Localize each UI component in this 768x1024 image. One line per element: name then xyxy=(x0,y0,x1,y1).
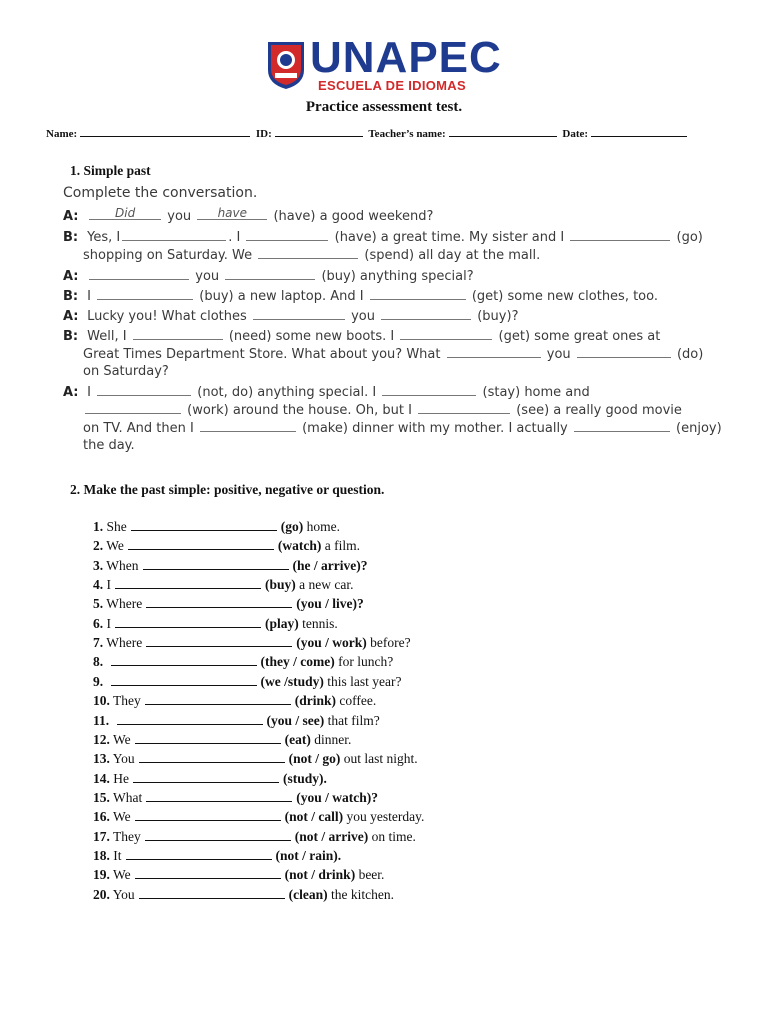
item-number: 17. xyxy=(93,828,110,844)
answer-blank[interactable] xyxy=(133,770,279,783)
answer-blank[interactable] xyxy=(200,420,296,432)
handwritten-answer: Did xyxy=(115,206,136,220)
exercise-item xyxy=(93,770,327,788)
item-verb: (you / watch)? xyxy=(296,789,379,805)
answer-blank[interactable] xyxy=(400,328,492,340)
exercise-item xyxy=(93,518,340,536)
speaker-a: A: xyxy=(63,209,79,224)
conv-line xyxy=(63,229,703,245)
conv-line xyxy=(83,346,703,362)
exercise-item xyxy=(93,615,338,633)
item-subject: What xyxy=(113,789,143,805)
item-number: 6. xyxy=(93,615,104,631)
answer-blank[interactable] xyxy=(382,384,476,396)
item-subject: Where xyxy=(106,635,143,651)
item-rest: dinner. xyxy=(314,731,352,747)
conv-text: (stay) home and xyxy=(482,385,590,400)
conv-line xyxy=(83,420,722,436)
answer-blank[interactable] xyxy=(117,712,263,725)
exercise-item xyxy=(93,847,341,865)
item-rest: before? xyxy=(370,635,411,651)
item-number: 15. xyxy=(93,789,110,805)
item-subject: They xyxy=(113,828,141,844)
item-verb: (not / go) xyxy=(288,751,341,767)
item-subject: He xyxy=(113,770,129,786)
item-number: 11. xyxy=(93,712,110,728)
item-rest: that film? xyxy=(327,712,380,728)
item-number: 5. xyxy=(93,596,104,612)
conv-text: Yes, I xyxy=(87,230,121,245)
conv-text: (have) a good weekend? xyxy=(273,209,434,224)
item-number: 14. xyxy=(93,770,110,786)
conv-text: you xyxy=(546,347,571,362)
conv-line xyxy=(83,247,540,263)
conv-text: (get) some great ones at xyxy=(498,329,661,344)
answer-blank[interactable] xyxy=(145,692,291,705)
date-label: Date: xyxy=(562,128,589,140)
blank-filled[interactable] xyxy=(89,208,161,220)
item-verb: (buy) xyxy=(265,577,296,593)
conv-text: (do) xyxy=(676,347,704,362)
speaker-a: A: xyxy=(63,309,79,324)
exercise-item xyxy=(93,673,401,691)
conv-text: (need) some new boots. I xyxy=(228,329,395,344)
item-verb: (he / arrive)? xyxy=(292,557,368,573)
item-rest: a new car. xyxy=(299,577,354,593)
conv-text: you xyxy=(167,209,192,224)
item-subject: When xyxy=(106,557,139,573)
answer-blank[interactable] xyxy=(246,229,328,241)
item-rest: out last night. xyxy=(343,751,418,767)
answer-blank[interactable] xyxy=(381,308,471,320)
conv-text: . I xyxy=(228,230,241,245)
item-number: 13. xyxy=(93,751,110,767)
conv-text: I xyxy=(87,289,91,304)
speaker-a: A: xyxy=(63,269,79,284)
item-verb: (go) xyxy=(280,519,304,534)
conv-text: I xyxy=(87,385,91,400)
exercise-item xyxy=(93,731,351,749)
item-verb: (you / see) xyxy=(266,712,325,728)
answer-blank[interactable] xyxy=(574,420,670,432)
answer-blank[interactable] xyxy=(122,229,226,241)
answer-blank[interactable] xyxy=(139,886,285,899)
section1-heading: 1. Simple past xyxy=(70,163,151,178)
shield-emblem-icon xyxy=(266,40,306,90)
conv-line xyxy=(83,364,169,379)
answer-blank[interactable] xyxy=(111,673,257,686)
unapec-logo xyxy=(266,33,506,93)
brand-name: UNAPEC xyxy=(310,33,502,82)
item-rest: a film. xyxy=(324,538,361,554)
conv-line xyxy=(63,328,660,344)
item-rest: for lunch? xyxy=(338,654,394,670)
page-title: Practice assessment test. xyxy=(305,99,463,115)
answer-blank[interactable] xyxy=(128,537,274,550)
conv-line xyxy=(83,438,135,453)
item-verb: (eat) xyxy=(284,731,311,747)
item-subject: You xyxy=(112,886,135,902)
item-subject: I xyxy=(106,577,111,593)
answer-blank[interactable] xyxy=(126,847,272,860)
exercise-item xyxy=(93,634,411,652)
exercise-item xyxy=(93,828,416,846)
item-number: 10. xyxy=(93,693,110,709)
item-verb: (they / come) xyxy=(260,654,335,670)
exercise-item xyxy=(93,886,394,904)
item-verb: (not / call) xyxy=(284,809,344,825)
conv-text: Great Times Department Store. What about you? What xyxy=(83,347,441,362)
item-verb: (not / drink) xyxy=(284,867,356,883)
item-rest: coffee. xyxy=(339,693,377,709)
item-verb: (we /study) xyxy=(260,673,324,689)
item-verb: (you / live)? xyxy=(296,596,364,612)
item-subject: Where xyxy=(106,596,143,612)
conv-text: (not, do) anything special. I xyxy=(197,385,377,400)
item-number: 8. xyxy=(93,654,104,670)
date-blank[interactable] xyxy=(591,126,687,137)
conv-text: on Saturday? xyxy=(83,364,169,379)
item-number: 1. xyxy=(93,519,104,534)
conv-line xyxy=(63,208,433,224)
item-verb: (study). xyxy=(283,770,327,786)
item-verb: (not / arrive) xyxy=(294,828,369,844)
answer-blank[interactable] xyxy=(135,731,281,744)
conv-text: (get) some new clothes, too. xyxy=(471,289,658,304)
item-number: 19. xyxy=(93,867,110,883)
item-number: 20. xyxy=(93,886,110,902)
item-verb: (clean) xyxy=(288,886,328,902)
id-label: ID: xyxy=(255,128,272,140)
item-number: 3. xyxy=(93,557,104,573)
item-rest: home. xyxy=(306,519,340,534)
item-rest: this last year? xyxy=(327,673,402,689)
item-subject: We xyxy=(113,731,131,747)
answer-blank[interactable] xyxy=(115,576,261,589)
speaker-b: B: xyxy=(63,289,79,304)
speaker-a: A: xyxy=(63,385,79,400)
answer-blank[interactable] xyxy=(143,557,289,570)
answer-blank[interactable] xyxy=(131,518,277,531)
answer-blank[interactable] xyxy=(146,595,292,608)
answer-blank[interactable] xyxy=(97,288,193,300)
item-verb: (drink) xyxy=(294,693,337,709)
answer-blank[interactable] xyxy=(135,808,281,821)
brand-subtitle: ESCUELA DE IDIOMAS xyxy=(318,78,466,93)
name-label: Name: xyxy=(46,128,78,140)
exercise-item xyxy=(93,595,364,613)
conv-text: (buy) anything special? xyxy=(321,269,474,284)
answer-blank[interactable] xyxy=(225,268,315,280)
conv-text: (buy)? xyxy=(477,309,519,324)
item-subject: You xyxy=(112,751,135,767)
blank-filled[interactable] xyxy=(197,208,267,220)
exercise-item xyxy=(93,557,367,575)
item-number: 9. xyxy=(93,673,104,689)
id-blank[interactable] xyxy=(275,126,363,137)
answer-blank[interactable] xyxy=(115,615,261,628)
handwritten-answer: have xyxy=(217,206,248,220)
teacher-label: Teacher’s name: xyxy=(368,128,446,140)
item-rest: beer. xyxy=(358,867,385,883)
answer-blank[interactable] xyxy=(97,384,191,396)
conv-text: (work) around the house. Oh, but I xyxy=(187,403,412,418)
item-verb: (play) xyxy=(265,615,299,631)
item-verb: (watch) xyxy=(277,538,322,554)
answer-blank[interactable] xyxy=(89,268,189,280)
teacher-blank[interactable] xyxy=(449,126,557,137)
item-verb: (you / work) xyxy=(296,635,367,651)
speaker-b: B: xyxy=(63,230,79,245)
conv-text: (go) xyxy=(676,230,703,245)
item-number: 7. xyxy=(93,635,104,651)
item-number: 4. xyxy=(93,577,104,593)
conv-text: (buy) a new laptop. And I xyxy=(199,289,364,304)
exercise-item xyxy=(93,808,424,826)
item-subject: We xyxy=(113,809,131,825)
conv-text: (enjoy) xyxy=(676,421,722,436)
answer-blank[interactable] xyxy=(370,288,466,300)
exercise-item xyxy=(93,576,353,594)
name-blank[interactable] xyxy=(80,126,250,137)
item-subject: We xyxy=(106,538,124,554)
answer-blank[interactable] xyxy=(253,308,345,320)
item-subject: She xyxy=(106,519,127,534)
conv-text: you xyxy=(351,309,375,324)
item-number: 16. xyxy=(93,809,110,825)
conv-text: Lucky you! What clothes xyxy=(87,309,247,324)
answer-blank[interactable] xyxy=(135,866,281,879)
item-verb: (not / rain). xyxy=(275,847,342,863)
answer-blank[interactable] xyxy=(85,402,181,414)
exercise-item xyxy=(93,653,393,671)
item-rest: you yesterday. xyxy=(346,809,425,825)
conv-line xyxy=(63,288,658,304)
student-info-line xyxy=(46,126,690,140)
answer-blank[interactable] xyxy=(111,653,257,666)
answer-blank[interactable] xyxy=(570,229,670,241)
item-subject: I xyxy=(106,615,111,631)
conv-line xyxy=(63,384,590,400)
conv-text: (make) dinner with my mother. I actually xyxy=(302,421,568,436)
exercise-item xyxy=(93,537,360,555)
answer-blank[interactable] xyxy=(139,750,285,763)
conv-line xyxy=(63,308,518,324)
answer-blank[interactable] xyxy=(146,789,292,802)
speaker-b: B: xyxy=(63,329,79,344)
conv-line xyxy=(83,402,682,418)
conv-text: (spend) all day at the mall. xyxy=(364,248,541,263)
item-subject: They xyxy=(113,693,141,709)
item-rest: the kitchen. xyxy=(331,886,394,902)
conv-line xyxy=(63,268,474,284)
conv-text: the day. xyxy=(83,438,135,453)
answer-blank[interactable] xyxy=(447,346,541,358)
item-number: 2. xyxy=(93,538,104,554)
conv-text: on TV. And then I xyxy=(83,421,194,436)
conv-text: shopping on Saturday. We xyxy=(83,248,253,263)
answer-blank[interactable] xyxy=(418,402,510,414)
answer-blank[interactable] xyxy=(133,328,223,340)
exercise-item xyxy=(93,789,378,807)
exercise-item xyxy=(93,750,418,768)
item-rest: tennis. xyxy=(302,615,338,631)
item-subject: It xyxy=(113,847,122,863)
answer-blank[interactable] xyxy=(145,828,291,841)
exercise-item xyxy=(93,712,380,730)
answer-blank[interactable] xyxy=(258,247,358,259)
item-rest: on time. xyxy=(371,828,416,844)
conv-text: (see) a really good movie xyxy=(516,403,682,418)
item-number: 12. xyxy=(93,731,110,747)
conv-text: (have) a great time. My sister and I xyxy=(334,230,565,245)
exercise-item xyxy=(93,692,376,710)
answer-blank[interactable] xyxy=(577,346,671,358)
conv-text: Well, I xyxy=(87,329,127,344)
item-number: 18. xyxy=(93,847,110,863)
answer-blank[interactable] xyxy=(146,634,292,647)
conversation-instruction: Complete the conversation. xyxy=(63,185,258,201)
conv-text: you xyxy=(195,269,220,284)
exercise-item xyxy=(93,866,384,884)
item-subject: We xyxy=(113,867,131,883)
section2-heading: 2. Make the past simple: positive, negative or question. xyxy=(70,482,385,497)
